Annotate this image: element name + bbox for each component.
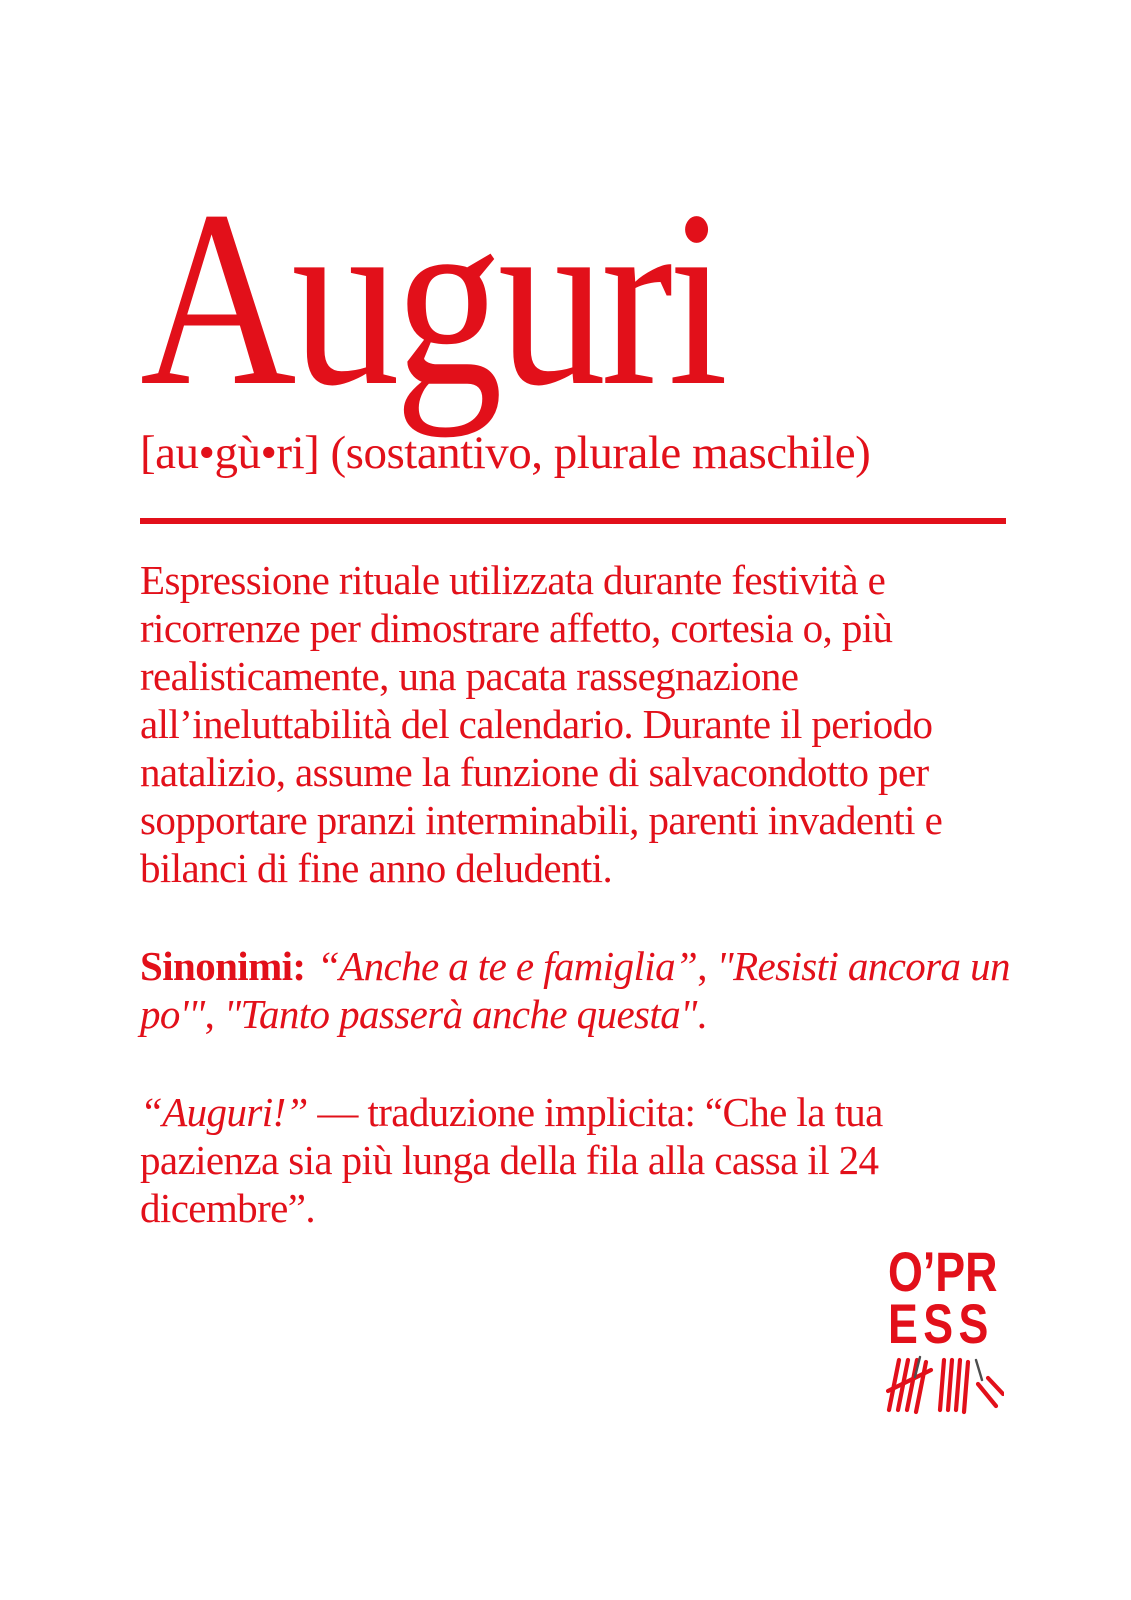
tally-marks-icon bbox=[886, 1355, 1004, 1417]
opress-logo bbox=[888, 1240, 1006, 1417]
synonym-quote-1: “Anche a te e famiglia” bbox=[316, 942, 698, 989]
poster-content bbox=[140, 0, 1012, 1232]
synonym-separator-1: , bbox=[697, 942, 717, 989]
synonyms-label: Sinonimi: bbox=[140, 942, 306, 989]
synonyms-period: . bbox=[696, 990, 707, 1037]
translation-quote-word: “Auguri!” bbox=[140, 1088, 308, 1135]
synonym-quote-2: "Resisti ancora un po'" bbox=[140, 942, 1010, 1037]
opress-logo-text bbox=[888, 1240, 998, 1355]
logo-line2: ESS bbox=[888, 1291, 994, 1355]
page-title: Auguri bbox=[140, 158, 724, 438]
logo-line1: O’PR bbox=[888, 1240, 998, 1303]
synonym-quote-3: "Tanto passerà anche questa" bbox=[223, 990, 697, 1037]
translation-paragraph bbox=[140, 1088, 1012, 1232]
pronunciation-line: [au•gù•ri] (sostantivo, plurale maschile) bbox=[140, 427, 871, 479]
definition-paragraph: Espressione rituale utilizzata durante festività e ricorrenze per dimostrare affetto, cortesia o, più realisticamente, una pacata rassegnazione all’ineluttabilità del calendario. Durante il periodo natalizio, assume la funzione di salvacondotto per sopportare pranzi interminabili, parenti invadenti e bilanci di fine anno deludenti. bbox=[140, 556, 943, 891]
synonym-separator-2: , bbox=[204, 990, 224, 1037]
translation-text: — traduzione implicita: “Che la tua pazienza sia più lunga della fila alla cassa il 24 dicembre”. bbox=[140, 1088, 883, 1231]
divider-rule bbox=[140, 518, 1006, 524]
synonyms-paragraph bbox=[140, 942, 1012, 1038]
